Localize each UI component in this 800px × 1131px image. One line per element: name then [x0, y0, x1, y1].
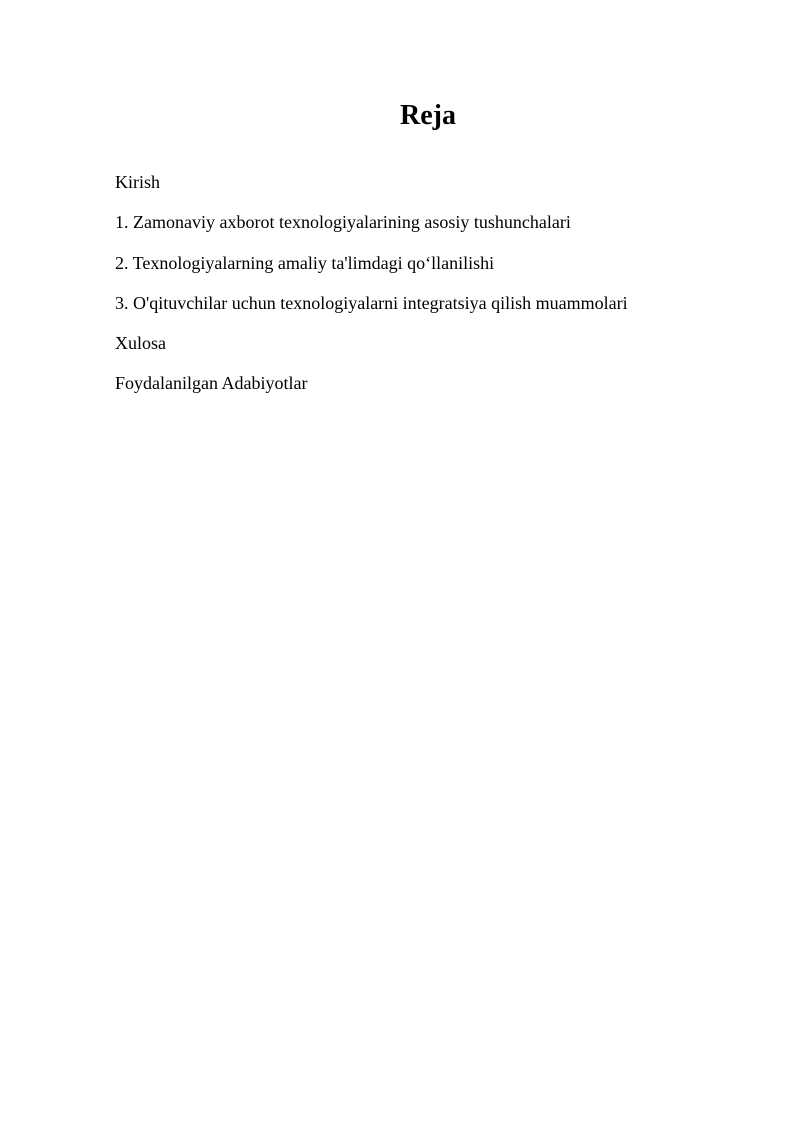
table-of-contents [115, 170, 628, 412]
toc-item-3: 3. O'qituvchilar uchun texnologiyalarni integratsiya qilish muammolari [115, 292, 628, 313]
page-title: Reja [400, 100, 456, 131]
toc-item-2: 2. Texnologiyalarning amaliy ta'limdagi qo‘llanilishi [115, 252, 495, 273]
toc-item-conclusion: Xulosa [115, 333, 166, 354]
toc-item-introduction: Kirish [115, 172, 160, 192]
toc-item-references: Foydalanilgan Adabiyotlar [115, 373, 308, 394]
toc-item-1: 1. Zamonaviy axborot texnologiyalarining asosiy tushunchalari [115, 212, 571, 233]
